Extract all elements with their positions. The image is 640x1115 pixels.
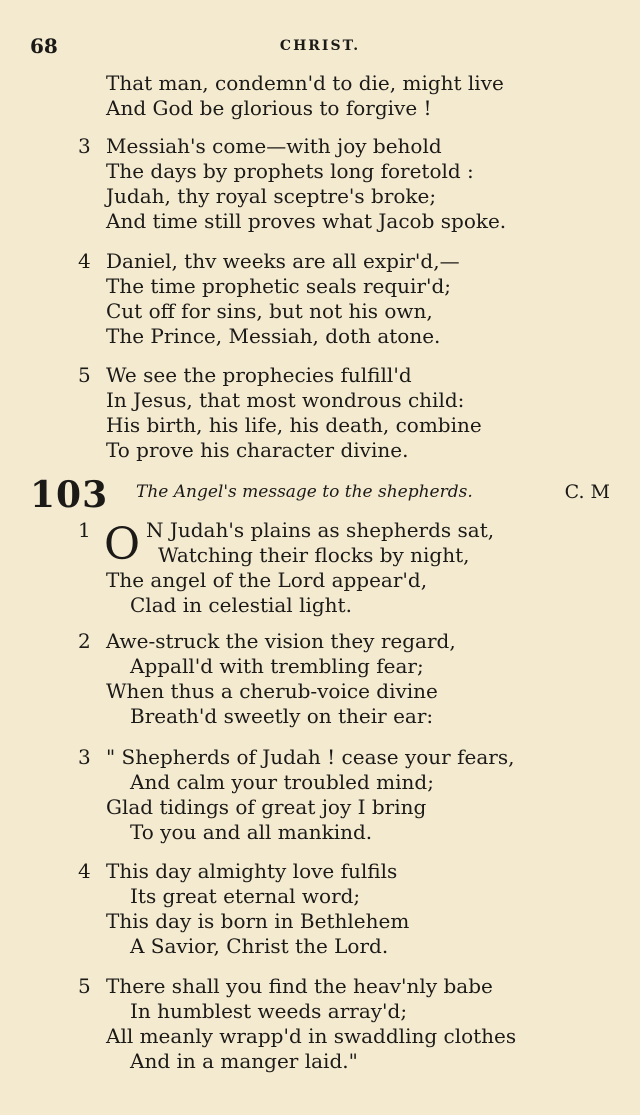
continuation-stanza (0, 71, 640, 121)
stanza (0, 745, 640, 845)
verse-line: In Jesus, that most wondrous child: (106, 388, 465, 412)
stanza-number: 3 (78, 134, 91, 158)
stanza (0, 859, 640, 959)
stanza (0, 363, 640, 463)
verse-line: The time prophetic seals requir'd; (106, 274, 452, 298)
drop-cap: O (104, 519, 141, 570)
stanza (0, 249, 640, 349)
verse-line: To you and all mankind. (130, 820, 373, 844)
verse-line: All meanly wrapp'd in swaddling clothes (106, 1024, 517, 1048)
stanza-number: 1 (78, 518, 91, 542)
verse-line: There shall you find the heav'nly babe (106, 974, 493, 998)
verse-line: The Prince, Messiah, doth atone. (106, 324, 441, 348)
verse-line: When thus a cherub-voice divine (106, 679, 438, 703)
verse-line: This day almighty love fulfils (106, 859, 398, 883)
verse-line: And God be glorious to forgive ! (106, 96, 432, 120)
stanza-number: 5 (78, 974, 91, 998)
verse-line: Judah, thy royal sceptre's broke; (106, 184, 437, 208)
verse-line: Watching their flocks by night, (158, 543, 470, 567)
verse-line: That man, condemn'd to die, might live (106, 71, 504, 95)
page-header (30, 34, 610, 60)
verse-line: In humblest weeds array'd; (130, 999, 408, 1023)
stanza-number: 2 (78, 629, 91, 653)
stanza-number: 4 (78, 249, 91, 273)
verse-line: And calm your troubled mind; (130, 770, 434, 794)
verse-line: A Savior, Christ the Lord. (130, 934, 389, 958)
verse-line: Cut off for sins, but not his own, (106, 299, 433, 323)
verse-line: The days by prophets long foretold : (106, 159, 474, 183)
verse-line: Its great eternal word; (130, 884, 361, 908)
verse-line: The angel of the Lord appear'd, (106, 568, 428, 592)
verse-line: And in a manger laid." (130, 1049, 358, 1073)
stanza-number: 3 (78, 745, 91, 769)
hymn-title: The Angel's message to the shepherds. (136, 482, 473, 502)
verse-line: We see the prophecies fulfill'd (106, 363, 412, 387)
verse-line: This day is born in Bethlehem (106, 909, 410, 933)
verse-line: Clad in celestial light. (130, 593, 352, 617)
verse-line: N Judah's plains as shepherds sat, (146, 518, 495, 542)
stanza-number: 5 (78, 363, 91, 387)
verse-line: Awe-struck the vision they regard, (106, 629, 456, 653)
verse-line: To prove his character divine. (106, 438, 409, 462)
verse-line: Glad tidings of great joy I bring (106, 795, 427, 819)
verse-line: " Shepherds of Judah ! cease your fears, (106, 745, 515, 769)
stanza-number: 4 (78, 859, 91, 883)
hymn-meter: C. M (564, 481, 610, 503)
stanza (0, 518, 640, 618)
verse-line: His birth, his life, his death, combine (106, 413, 482, 437)
stanza (0, 134, 640, 234)
stanza (0, 629, 640, 729)
verse-line: Appall'd with trembling fear; (130, 654, 424, 678)
stanza (0, 974, 640, 1074)
verse-line: Messiah's come—with joy behold (106, 134, 442, 158)
hymn-heading (30, 474, 610, 516)
verse-line: Daniel, thv weeks are all expir'd,— (106, 249, 460, 273)
hymn-number: 103 (30, 474, 109, 516)
verse-line: And time still proves what Jacob spoke. (106, 209, 507, 233)
running-title: CHRIST. (279, 38, 361, 54)
verse-line: Breath'd sweetly on their ear: (130, 704, 434, 728)
page-number: 68 (30, 34, 58, 58)
